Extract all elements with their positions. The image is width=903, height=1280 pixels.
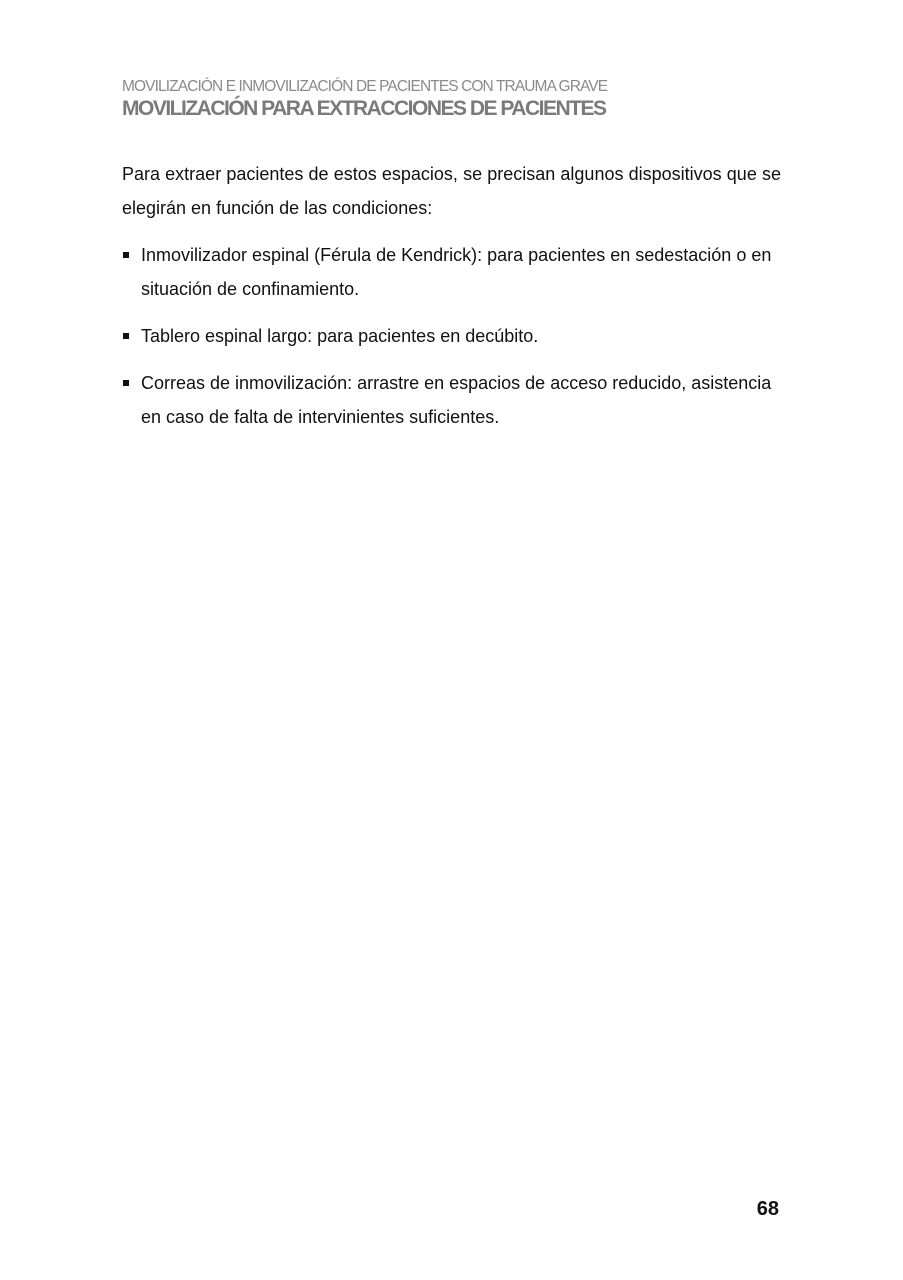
square-bullet-icon — [123, 380, 129, 386]
list-item — [122, 319, 781, 353]
list-item — [122, 366, 781, 434]
running-header — [122, 77, 782, 122]
body-content — [122, 157, 781, 447]
square-bullet-icon — [123, 252, 129, 258]
square-bullet-icon — [123, 333, 129, 339]
device-list — [122, 238, 781, 434]
list-item-text: Correas de inmovilización: arrastre en espacios de acceso reducido, asistencia en caso de falta de intervinientes suficientes. — [141, 373, 772, 427]
list-item-text: Tablero espinal largo: para pacientes en decúbito. — [141, 326, 539, 346]
section-title: MOVILIZACIÓN PARA EXTRACCIONES DE PACIENTES — [122, 97, 606, 120]
intro-paragraph: Para extraer pacientes de estos espacios, se precisan algunos dispositivos que se elegirán en función de las condiciones: — [122, 164, 781, 218]
page-number: 68 — [756, 1198, 779, 1220]
list-item-text: Inmovilizador espinal (Férula de Kendrick): para pacientes en sedestación o en situación de confinamiento. — [141, 245, 772, 299]
list-item — [122, 238, 781, 306]
header-kicker: MOVILIZACIÓN E INMOVILIZACIÓN DE PACIENTES CON TRAUMA GRAVE — [122, 78, 608, 95]
